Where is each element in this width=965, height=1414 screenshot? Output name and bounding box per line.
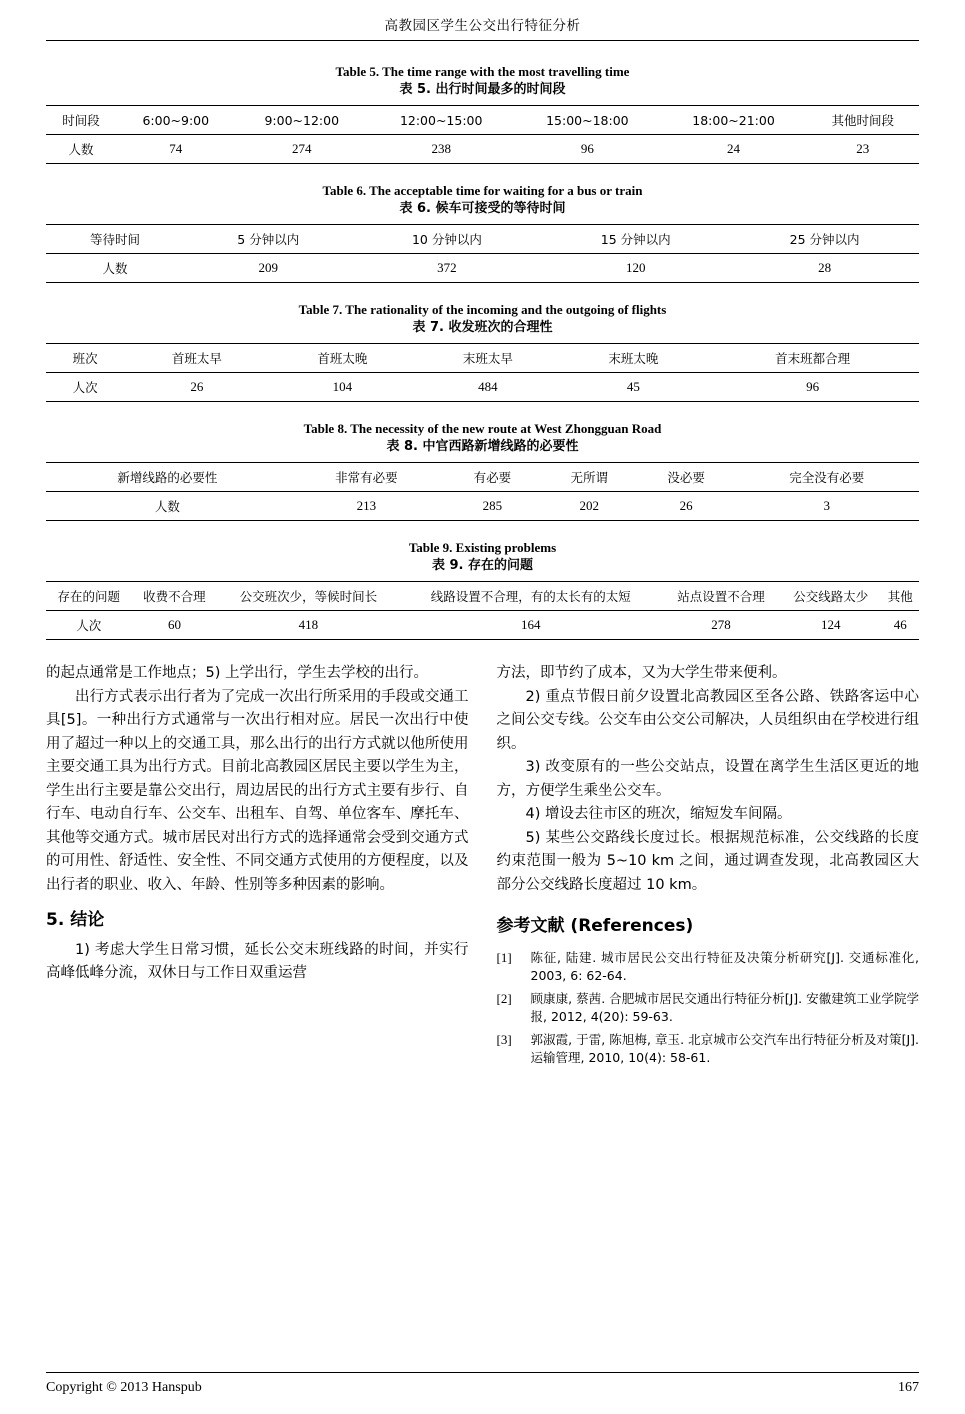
reference-text: 陈征, 陆建. 城市居民公交出行特征及决策分析研究[J]. 交通标准化, 2003, 6: 62-64.: [530, 949, 919, 983]
table-7-value: 104: [332, 379, 353, 395]
table-5: [46, 105, 919, 164]
table-7: [46, 343, 919, 402]
table-5-header-cell: 12:00~15:00: [399, 112, 483, 128]
table-9-header-cell: 存在的问题: [57, 589, 121, 605]
table-8-header-cell: 没必要: [667, 470, 705, 486]
paragraph: 5) 某些公交路线长度过长。根据规范标准，公交线路的长度约束范围一般为 5~10 km 之间，通过调查发现，北高教园区大部分公交线路长度超过 10 km。: [496, 829, 919, 893]
table-5-value: 74: [169, 141, 183, 157]
table-9-value: 418: [298, 617, 319, 633]
list-item: [497, 949, 920, 985]
table-row: [46, 344, 919, 373]
table-9-value: 46: [893, 617, 907, 633]
table-6-row-label: 人数: [102, 261, 128, 277]
table-9-header-cell: 收费不合理: [143, 589, 206, 605]
header-divider: [46, 40, 919, 41]
table-7-header-cell: 末班太早: [462, 351, 513, 367]
paragraph: 出行方式表示出行者为了完成一次出行所采用的手段或交通工具[5]。一种出行方式通常与一次出行相对应。居民一次出行中使用了超过一种以上的交通工具，那么出行的出行方式就以他所使用主要交通工具为出行方式。目前北高教园区居民主要以学生为主，学生出行主要是靠公交出行，周边居民的出行方式主要有步行、自行车、电动自行车、公交车、出租车、自驾、单位客车、摩托车、其他等交通方式。城市居民对出行方式的选择通常会受到交通方式的可用性、舒适性、安全性、不同交通方式使用的方便程度，以及出行者的职业、收入、年龄、性别等多种因素的影响。: [46, 688, 469, 893]
table-block-8: [46, 420, 919, 521]
table-7-header-cell: 班次: [72, 351, 98, 367]
table-9-caption-en: Table 9. Existing problems: [408, 540, 557, 556]
list-item: [497, 990, 920, 1026]
table-row: [46, 373, 919, 402]
reference-text: 郭淑霞, 于雷, 陈旭梅, 章玉. 北京城市公交汽车出行特征分析及对策[J]. 运输管理, 2010, 10(4): 58-61.: [530, 1032, 919, 1066]
footer-divider: [46, 1372, 919, 1373]
table-7-value: 484: [478, 379, 498, 395]
table-5-header-cell: 时间段: [62, 113, 100, 129]
table-8-value: 202: [579, 498, 600, 514]
table-block-9: [46, 539, 919, 640]
table-8: [46, 462, 919, 521]
table-9-value: 278: [711, 617, 731, 633]
table-8-header-cell: 完全没有必要: [789, 470, 865, 486]
table-9-header-cell: 公交线路太少: [793, 589, 869, 605]
table-9-header-cell: 公交班次少，等候时间长: [239, 589, 378, 605]
table-5-value: 238: [431, 141, 451, 157]
table-7-value: 96: [806, 379, 820, 395]
page-number: 167: [898, 1380, 919, 1395]
table-9-caption-cn: 表 9. 存在的问题: [431, 557, 534, 573]
table-7-value: 45: [626, 379, 640, 395]
table-6-header-cell: 10 分钟以内: [411, 232, 482, 248]
paragraph: 方法，即节约了成本，又为大学生带来便利。: [496, 665, 787, 682]
table-8-header-cell: 非常有必要: [335, 470, 398, 486]
table-6-value: 209: [258, 260, 279, 276]
table-row: [46, 492, 919, 521]
table-9: [46, 581, 919, 640]
table-6-value: 372: [437, 260, 457, 276]
paragraph: 3) 改变原有的一些公交站点，设置在离学生生活区更近的地方，方便学生乘坐公交车。: [496, 759, 919, 799]
table-7-header-cell: 首班太早: [171, 351, 222, 367]
reference-number: [2]: [496, 991, 512, 1007]
table-9-value: 124: [821, 617, 841, 633]
table-9-header-cell: 站点设置不合理: [677, 589, 765, 605]
table-7-caption-cn: 表 7. 收发班次的合理性: [412, 319, 553, 335]
table-row: [46, 106, 919, 135]
table-6-header-cell: 5 分钟以内: [237, 232, 300, 248]
table-6-header-cell: 25 分钟以内: [789, 232, 860, 248]
table-8-caption-cn: 表 8. 中官西路新增线路的必要性: [386, 438, 579, 454]
table-6-header-cell: 15 分钟以内: [600, 232, 671, 248]
table-8-header-cell: 有必要: [473, 470, 512, 486]
table-8-value: 26: [679, 498, 693, 514]
table-8-header-cell: 无所谓: [570, 470, 609, 486]
table-8-value: 285: [482, 498, 503, 514]
table-row: [46, 135, 919, 164]
table-5-header-cell: 15:00~18:00: [546, 112, 629, 128]
reference-text: 顾康康, 蔡茜. 合肥城市居民交通出行特征分析[J]. 安徽建筑工业学院学报, 2012, 4(20): 59-63.: [530, 991, 919, 1025]
reference-number: [3]: [496, 1032, 512, 1048]
table-6-caption-en: Table 6. The acceptable time for waiting for a bus or train: [322, 183, 643, 199]
table-5-header-cell: 其他时间段: [831, 113, 895, 129]
table-8-row-label: 人数: [154, 499, 180, 515]
page-footer: [46, 1380, 919, 1396]
table-6: [46, 224, 919, 283]
table-7-row-label: 人次: [72, 380, 98, 396]
table-5-header-cell: 6:00~9:00: [142, 112, 210, 128]
table-7-header-cell: 末班太晚: [608, 351, 659, 367]
table-5-header-cell: 9:00~12:00: [264, 112, 340, 128]
table-9-header-cell: 线路设置不合理，有的太长有的太短: [430, 589, 631, 605]
table-5-caption-cn: 表 5. 出行时间最多的时间段: [399, 81, 566, 97]
table-5-row-label: 人数: [68, 142, 94, 158]
table-block-6: [46, 182, 919, 283]
paragraph: 4) 增设去往市区的班次，缩短发车间隔。: [525, 806, 792, 823]
list-item: [497, 1031, 920, 1067]
table-5-value: 24: [727, 141, 741, 157]
body-columns: [46, 662, 919, 1072]
right-column: [497, 662, 920, 1072]
table-5-value: 23: [856, 141, 870, 157]
table-9-value: 60: [167, 617, 181, 633]
table-5-caption-en: Table 5. The time range with the most travelling time: [335, 64, 630, 79]
table-6-caption-cn: 表 6. 候车可接受的等待时间: [399, 200, 566, 216]
table-block-7: [46, 301, 919, 402]
table-row: [46, 611, 919, 640]
left-column: [46, 662, 469, 1072]
paragraph: 的起点通常是工作地点；5) 上学出行，学生去学校的出行。: [46, 665, 428, 682]
table-5-value: 96: [580, 141, 594, 157]
table-row: [46, 463, 919, 492]
table-9-value: 164: [521, 617, 541, 633]
table-block-5: [46, 63, 919, 164]
table-9-row-label: 人次: [76, 618, 102, 634]
table-8-header-cell: 新增线路的必要性: [117, 470, 218, 486]
table-7-value: 26: [190, 379, 204, 395]
table-7-header-cell: 首班太晚: [317, 351, 368, 367]
table-6-header-cell: 等待时间: [90, 232, 141, 248]
table-5-value: 274: [292, 141, 312, 157]
reference-number: [1]: [496, 949, 512, 965]
table-7-header-cell: 首末班都合理: [775, 351, 851, 367]
table-7-caption-en: Table 7. The rationality of the incoming and the outgoing of flights: [298, 302, 667, 318]
table-row: [46, 582, 919, 611]
table-row: [46, 225, 919, 254]
paragraph: 1) 考虑大学生日常习惯，延长公交末班线路的时间，并实行高峰低峰分流，双休日与工作日双重运营: [46, 941, 469, 982]
section-heading-references: 参考文献 (References): [496, 916, 694, 937]
table-8-caption-en: Table 8. The necessity of the new route at West Zhongguan Road: [303, 421, 662, 437]
table-6-value: 28: [818, 260, 832, 276]
table-row: [46, 254, 919, 283]
paragraph: 2) 重点节假日前夕设置北高教园区至各公路、铁路客运中心之间公交专线。公交车由公交公司解决，人员组织由在学校进行组织。: [496, 688, 919, 752]
table-8-value: 213: [356, 498, 377, 514]
copyright-text: Copyright © 2013 Hanspub: [46, 1380, 202, 1395]
table-8-value: 3: [823, 498, 831, 514]
table-9-header-cell: 其他: [887, 589, 913, 605]
table-5-header-cell: 18:00~21:00: [692, 112, 775, 128]
table-6-value: 120: [625, 260, 646, 276]
reference-list: [497, 949, 920, 1068]
running-head: 高教园区学生公交出行特征分析: [384, 18, 581, 34]
section-heading-conclusion: 5. 结论: [46, 910, 105, 931]
